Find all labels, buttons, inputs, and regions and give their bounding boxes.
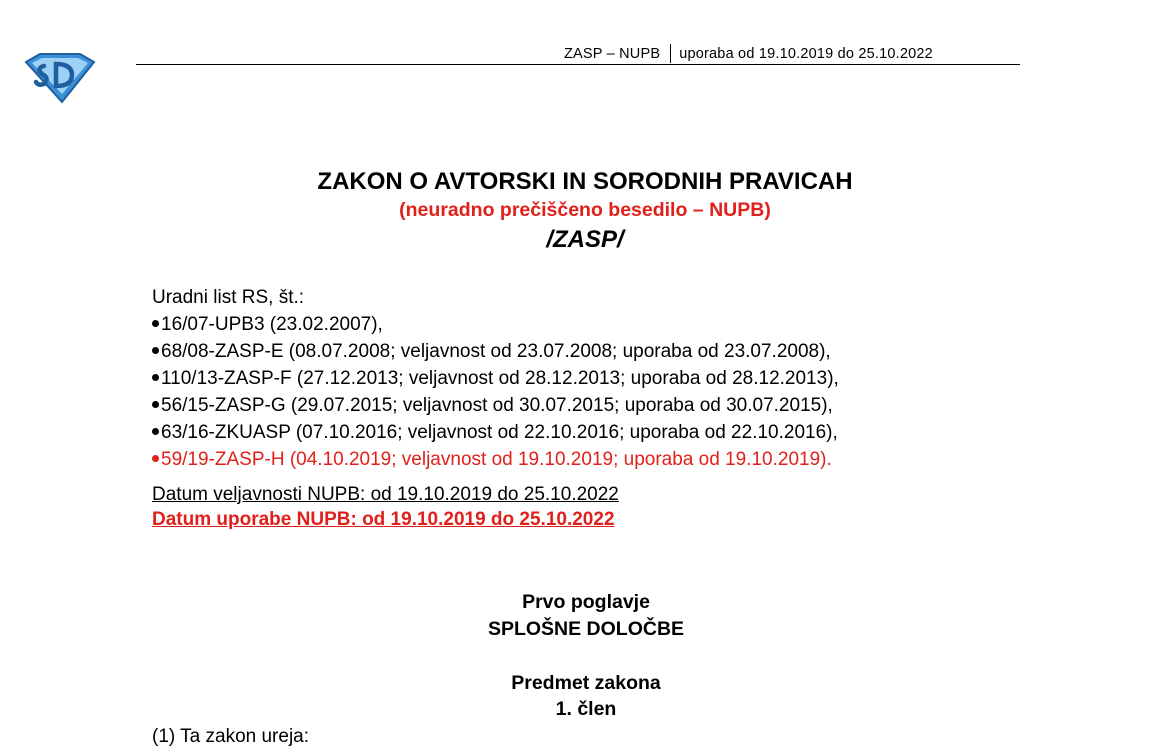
gazette-item	[152, 365, 839, 392]
validity-date: Datum veljavnosti NUPB: od 19.10.2019 do 25.10.2022	[152, 484, 619, 505]
bullet-icon	[152, 428, 159, 435]
shield-sd-logo-icon	[22, 48, 96, 104]
bullet-icon	[152, 401, 159, 408]
gazette-item-text: 56/15-ZASP-G (29.07.2015; veljavnost od 30.07.2015; uporaba od 30.07.2015),	[161, 395, 833, 416]
gazette-item	[152, 338, 839, 365]
gazette-section	[152, 284, 839, 532]
gazette-item-text: 68/08-ZASP-E (08.07.2008; veljavnost od 23.07.2008; uporaba od 23.07.2008),	[161, 341, 831, 362]
gazette-label: Uradni list RS, št.:	[152, 287, 305, 308]
application-date: Datum uporabe NUPB: od 19.10.2019 do 25.10.2022	[152, 509, 615, 530]
gazette-item	[152, 392, 839, 419]
article-paragraph: (1) Ta zakon ureja:	[152, 726, 310, 747]
article-number: 1. člen	[555, 698, 617, 720]
running-header	[564, 44, 933, 63]
header-rule	[136, 64, 1020, 65]
chapter-name: SPLOŠNE DOLOČBE	[487, 618, 685, 640]
header-document-code: ZASP – NUPB	[564, 46, 661, 62]
bullet-icon	[152, 347, 159, 354]
article-title: Predmet zakona	[511, 672, 661, 694]
header-separator	[670, 44, 671, 63]
gazette-list	[152, 311, 839, 473]
validity-section	[152, 482, 839, 532]
gazette-item-current	[152, 446, 839, 473]
bullet-icon	[152, 374, 159, 381]
header-application-period: uporaba od 19.10.2019 do 25.10.2022	[679, 46, 933, 62]
document-abbreviation: /ZASP/	[546, 226, 624, 253]
gazette-item	[152, 419, 839, 446]
bullet-icon	[152, 320, 159, 327]
gazette-item-text: 16/07-UPB3 (23.02.2007),	[161, 314, 383, 335]
gazette-item	[152, 311, 839, 338]
bullet-icon	[152, 455, 159, 462]
gazette-item-text: 59/19-ZASP-H (04.10.2019; veljavnost od 19.10.2019; uporaba od 19.10.2019).	[161, 449, 832, 470]
gazette-item-text: 110/13-ZASP-F (27.12.2013; veljavnost od 28.12.2013; uporaba od 28.12.2013),	[161, 368, 839, 389]
gazette-item-text: 63/16-ZKUASP (07.10.2016; veljavnost od 22.10.2016; uporaba od 22.10.2016),	[161, 422, 838, 443]
chapter-number: Prvo poglavje	[522, 591, 650, 613]
document-subtitle: (neuradno prečiščeno besedilo – NUPB)	[399, 199, 771, 221]
document-title: ZAKON O AVTORSKI IN SORODNIH PRAVICAH	[317, 168, 853, 195]
